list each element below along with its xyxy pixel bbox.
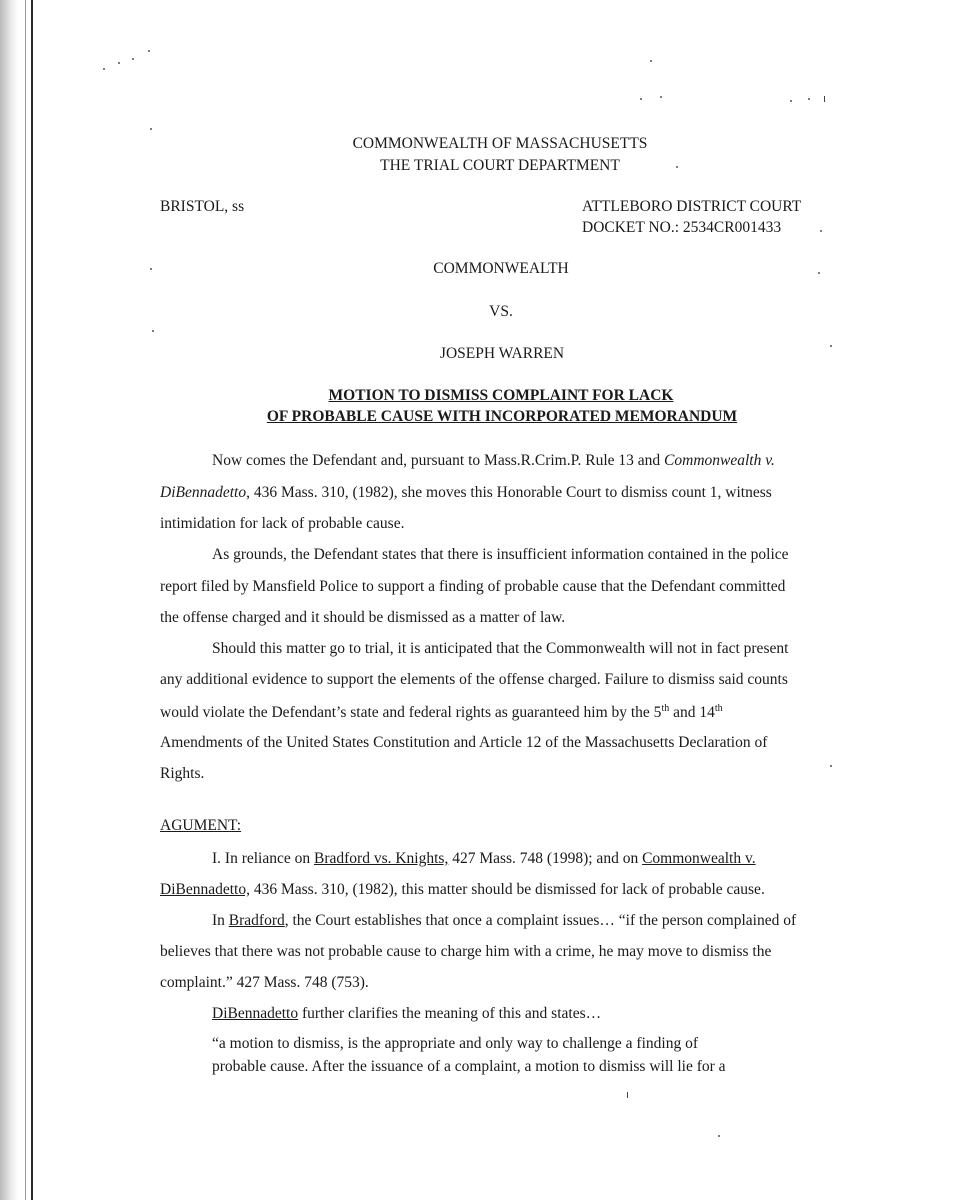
paragraph-1-line3: intimidation for lack of probable cause. (160, 515, 405, 532)
block-quote-line1: “a motion to dismiss, is the appropriate and only way to challenge a finding of (212, 1035, 698, 1052)
text: 436 Mass. 310, (1982), this matter should be dismissed for lack of probable cause. (249, 881, 765, 898)
paragraph-1-line2 (160, 484, 772, 502)
text: I. In reliance on (212, 850, 314, 867)
argument-line1 (212, 850, 756, 868)
paragraph-2-line3: the offense charged and it should be dismissed as a matter of law. (160, 609, 566, 626)
paragraph-3-line4: Amendments of the United States Constitution and Article 12 of the Massachusetts Declaration of (160, 734, 768, 751)
superscript: th (661, 703, 670, 714)
court-name: ATTLEBORO DISTRICT COURT (582, 198, 802, 215)
text: In (212, 912, 229, 929)
paragraph-3-line1: Should this matter go to trial, it is anticipated that the Commonwealth will not in fact present (212, 640, 789, 657)
text: 427 Mass. 748 (1998); and on (448, 850, 643, 867)
paragraph-2-line2: report filed by Mansfield Police to support a finding of probable cause that the Defendant committed (160, 578, 786, 595)
paragraph-2-line1: As grounds, the Defendant states that there is insufficient information contained in the police (212, 546, 789, 563)
plaintiff-name: COMMONWEALTH (433, 260, 569, 277)
county-label: BRISTOL, ss (160, 198, 245, 215)
case-citation: Commonwealth v. (664, 452, 775, 469)
court-header-line1: COMMONWEALTH OF MASSACHUSETTS (352, 135, 648, 152)
case-citation: DiBennadetto, (160, 881, 250, 898)
case-citation: DiBennadetto (160, 484, 247, 501)
paragraph-3-line3 (160, 703, 723, 722)
case-citation: Bradford vs. Knights, (314, 850, 449, 867)
argument-heading: AGUMENT: (160, 817, 242, 834)
argument-line2 (160, 881, 765, 899)
argument-line6 (212, 1005, 601, 1023)
text: and 14 (669, 704, 715, 722)
argument-line4: believes that there was not probable cause to charge him with a crime, he may move to dismiss the (160, 943, 772, 960)
case-citation: Bradford (228, 912, 285, 929)
motion-title-line2: OF PROBABLE CAUSE WITH INCORPORATED MEMORANDUM (266, 408, 738, 425)
paragraph-3-line2: any additional evidence to support the elements of the offense charged. Failure to dismiss said counts (160, 671, 788, 688)
text: Now comes the Defendant and, pursuant to Mass.R.Crim.P. Rule 13 and (212, 452, 665, 469)
text: further clarifies the meaning of this and states… (298, 1005, 602, 1022)
defendant-name: JOSEPH WARREN (439, 345, 565, 362)
case-citation: DiBennadetto (212, 1005, 299, 1022)
docket-number: DOCKET NO.: 2534CR001433 (582, 219, 782, 236)
text: , the Court establishes that once a complaint issues… “if the person complained of (284, 912, 797, 929)
argument-line5: complaint.” 427 Mass. 748 (753). (160, 974, 369, 991)
superscript: th (714, 703, 723, 714)
text: would violate the Defendant’s state and federal rights as guaranteed him by the 5 (160, 704, 662, 722)
versus-label: VS. (489, 303, 513, 320)
motion-title-line1: MOTION TO DISMISS COMPLAINT FOR LACK (328, 387, 674, 404)
text: , 436 Mass. 310, (1982), she moves this Honorable Court to dismiss count 1, witness (246, 484, 772, 501)
paragraph-1-line1 (212, 452, 775, 470)
block-quote-line2: probable cause. After the issuance of a complaint, a motion to dismiss will lie for a (212, 1058, 726, 1075)
case-citation: Commonwealth v. (642, 850, 756, 867)
court-header-line2: THE TRIAL COURT DEPARTMENT (380, 157, 620, 174)
paragraph-3-line5: Rights. (160, 765, 205, 782)
argument-line3 (212, 912, 796, 930)
